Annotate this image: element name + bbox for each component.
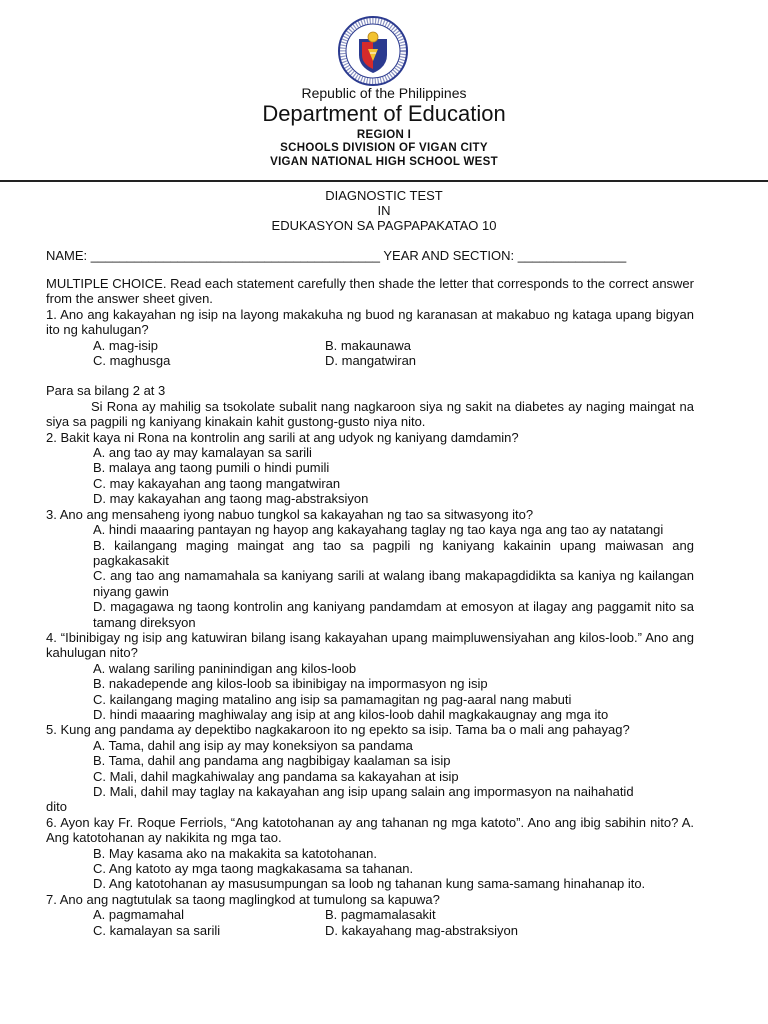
- question-text: 6. Ayon kay Fr. Roque Ferriols, “Ang katotohanan ay ang tahanan ng mga katoto”. Ano ang ibig sabihin nito? A. Ang katotohanan ay nakikita ng mga tao.: [46, 814, 694, 846]
- option-b: B. nakadepende ang kilos-loob sa ibinibigay na impormasyon ng isip: [93, 676, 488, 692]
- option-c: C. maghusga: [93, 353, 171, 369]
- question-5: [46, 722, 694, 814]
- question-text: 2. Bakit kaya ni Rona na kontrolin ang sarili at ang udyok ng kaniyang damdamin?: [46, 429, 519, 445]
- reading-passage: Si Rona ay mahilig sa tsokolate subalit nang nagkaroon siya ng sakit na diabetes ay naging maingat na siya sa pagpili ng kaniyang kinakain kahit gustong-gusto niya nito.: [46, 398, 694, 430]
- option-d-continuation: dito: [46, 799, 67, 815]
- test-title-line1: DIAGNOSTIC TEST: [325, 188, 443, 203]
- option-a: A. Tama, dahil ang isip ay may koneksiyon sa pandama: [93, 737, 413, 753]
- option-b: B. makaunawa: [325, 337, 411, 353]
- options-row: [46, 907, 694, 922]
- question-7: [46, 892, 694, 938]
- options-row: [46, 353, 694, 368]
- option-d: D. hindi maaaring maghiwalay ang isip at ang kilos-loob dahil magkakaugnay ang mga ito: [93, 706, 609, 722]
- options-row: [46, 923, 694, 938]
- options-row: [46, 338, 694, 353]
- option-d: D. mangatwiran: [325, 353, 417, 369]
- option-c: C. kamalayan sa sarili: [93, 922, 221, 938]
- deped-seal-logo: [337, 15, 409, 87]
- option-b: B. kailangang maging maingat ang tao sa pagpili ng kaniyang kakainin upang maiwasan ang pagkakasakit: [93, 537, 694, 568]
- option-b: B. Tama, dahil ang pandama ang nagbibigay kaalaman sa isip: [93, 753, 451, 769]
- option-b: B. malaya ang taong pumili o hindi pumili: [93, 460, 330, 476]
- test-title-line2: IN: [377, 203, 391, 218]
- option-a: A. mag-isip: [93, 337, 159, 353]
- option-c: C. may kakayahan ang taong mangatwiran: [93, 475, 341, 491]
- test-body: [46, 276, 694, 938]
- option-d: D. kakayahang mag-abstraksiyon: [325, 922, 518, 938]
- option-d: D. Mali, dahil may taglay na kakayahan ang isip upang salain ang impormasyon na naihahatid: [93, 784, 634, 799]
- option-c: C. Ang katoto ay mga taong magkakasama sa tahanan.: [93, 861, 414, 877]
- test-title-line3: EDUKASYON SA PAGPAPAKATAO 10: [271, 218, 497, 233]
- question-text: 1. Ano ang kakayahan ng isip na layong makakuha ng buod ng karanasan at makabuo ng kataga upang bigyan ito ng kahulugan?: [46, 306, 694, 338]
- instructions: MULTIPLE CHOICE. Read each statement carefully then shade the letter that corresponds to the correct answer from the answer sheet given.: [46, 276, 694, 307]
- option-c: C. Mali, dahil magkahiwalay ang pandama sa kakayahan at isip: [93, 768, 459, 784]
- republic-heading: Republic of the Philippines: [301, 85, 467, 101]
- name-and-section-line: NAME: ________________________________________ YEAR AND SECTION: _______________: [46, 248, 627, 263]
- question-text: 5. Kung ang pandama ay depektibo nagkakaroon ito ng epekto sa isip. Tama ba o mali ang pahayag?: [46, 722, 630, 738]
- header-divider: [0, 180, 768, 182]
- option-d: D. may kakayahan ang taong mag-abstraksiyon: [93, 491, 369, 507]
- school-heading: VIGAN NATIONAL HIGH SCHOOL WEST: [270, 156, 498, 168]
- option-a: A. ang tao ay may kamalayan sa sarili: [93, 445, 312, 461]
- option-a: A. walang sariling paninindigan ang kilos-loob: [93, 660, 357, 676]
- option-d: D. magagawa ng taong kontrolin ang kaniyang pandamdam at emosyon at ilagay ang paggamit nito sa tamang direksyon: [93, 599, 694, 630]
- department-heading: Department of Education: [262, 101, 506, 126]
- division-heading: SCHOOLS DIVISION OF VIGAN CITY: [280, 142, 488, 154]
- question-text: 3. Ano ang mensaheng iyong nabuo tungkol sa kakayahan ng tao sa sitwasyong ito?: [46, 506, 534, 522]
- question-6: [46, 815, 694, 892]
- passage-label: Para sa bilang 2 at 3: [46, 383, 166, 399]
- question-1: [46, 307, 694, 369]
- option-c: C. kailangang maging matalino ang isip sa pamamagitan ng pag-aaral nang mabuti: [93, 691, 572, 707]
- question-text: 7. Ano ang nagtutulak sa taong maglingkod at tumulong sa kapuwa?: [46, 891, 440, 907]
- option-a: A. hindi maaaring pantayan ng hayop ang kakayahang taglay ng tao kaya nga ang tao ay natatangi: [93, 522, 664, 538]
- question-text: 4. “Ibinibigay ng isip ang katuwiran bilang isang kakayahan upang maimpluwensiyahan ang kilos-loob.” Ano ang kahulugan nito?: [46, 629, 694, 661]
- option-b: B. pagmamalasakit: [325, 907, 436, 923]
- option-b: B. May kasama ako na makakita sa katotohanan.: [93, 845, 377, 861]
- question-3: [46, 507, 694, 630]
- option-c: C. ang tao ang namamahala sa kaniyang sarili at walang ibang makapagdidikta sa kaniya ng kailangan niyang gawin: [93, 568, 694, 599]
- question-4: [46, 630, 694, 722]
- question-2: [46, 430, 694, 507]
- option-d: D. Ang katotohanan ay masusumpungan sa loob ng tahanan kung sama-samang hinahanap ito.: [93, 876, 646, 892]
- option-a: A. pagmamahal: [93, 907, 185, 923]
- region-heading: REGION I: [356, 129, 412, 141]
